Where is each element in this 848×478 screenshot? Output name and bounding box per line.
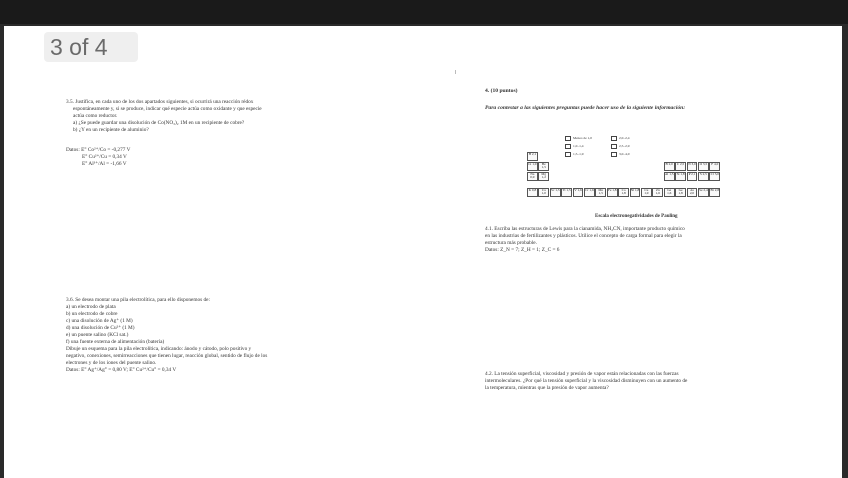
viewer-top-bar <box>0 0 848 24</box>
text-line: Dibuje un esquema para la pila electrolítica, indicando: ánodo y cátodo, polo positivo y <box>66 346 252 352</box>
text-line: negativo, conexiones, semirreacciones que tienen lugar, reacción global, sentido de flujo de los <box>66 353 268 359</box>
text-line: e) un puente salino (KCl sat.) <box>66 332 129 338</box>
page-center-mark <box>455 70 456 74</box>
text-line: a) ¿Se puede guardar una disolución de Co(NO₃)₂ 1M en un recipiente de cobre? <box>73 120 245 126</box>
text-line: a) un electrodo de plata <box>66 304 116 310</box>
text-line: 4.1. Escriba las estructuras de Lewis para la cianamida, NH₂CN, importante producto químico <box>485 226 685 232</box>
legend-label: 2,0–2,4 <box>619 136 630 140</box>
table-caption: Escala electronegatividades de Pauling <box>595 214 678 219</box>
text-line: c) una disolución de Ag⁺ (1 M) <box>66 318 133 324</box>
element-cell-si: Si 1,8 <box>675 172 686 181</box>
text-line: f) una fuente externa de alimentación (batería) <box>66 339 165 345</box>
element-cell-h: H 2,1 <box>527 152 538 161</box>
text-line: la temperatura, mientras que la presión de vapor aumenta? <box>485 385 609 391</box>
data-line: Datos: E° Co²⁺/Co = -0,277 V <box>66 147 131 153</box>
element-cell-n: N 3,0 <box>687 162 698 171</box>
text-line: 3.5. Justifica, en cada uno de los dos apartados siguientes, si ocurrirá una reacción rédox <box>66 99 254 105</box>
element-cell-f: F 4,0 <box>709 162 720 171</box>
element-cell-ti: Ti 1,5 <box>561 188 572 197</box>
element-cell-c: C 2,5 <box>675 162 686 171</box>
element-cell-cl: Cl 3,0 <box>709 172 720 181</box>
text-line: electrones y de los iones del puente salino. <box>66 360 157 366</box>
text-line: estructura más probable. <box>485 240 537 246</box>
legend-label: 2,5–2,9 <box>619 144 630 148</box>
page-counter: 3 of 4 <box>44 32 138 62</box>
text-line: espontáneamente y, si se produce, indicar qué especie actúa como oxidante y que especie <box>73 106 262 112</box>
element-cell-p: P 2,1 <box>687 172 698 181</box>
text-line: 4.2. La tensión superficial, viscosidad y presión de vapor están relacionadas con las fuerzas <box>485 371 679 377</box>
element-cell-s: S 2,5 <box>698 172 709 181</box>
legend-swatch <box>611 152 617 157</box>
element-cell-br: Br 2,8 <box>709 188 720 197</box>
text-line: b) ¿Y en un recipiente de aluminio? <box>73 127 149 133</box>
legend-swatch <box>611 144 617 149</box>
element-cell-cr: Cr 1,6 <box>584 188 595 197</box>
element-cell-li: Li 1,0 <box>527 162 538 171</box>
element-cell-ge: Ge 1,8 <box>675 188 686 197</box>
electronegativity-table <box>527 130 725 219</box>
element-cell-na: Na 0,9 <box>527 172 538 181</box>
element-cell-co: Co 1,8 <box>618 188 629 197</box>
text-line: Datos: Z_N = 7; Z_H = 1; Z_C = 6 <box>485 247 560 253</box>
element-cell-be: Be 1,5 <box>538 162 549 171</box>
element-cell-ca: Ca 1,0 <box>538 188 549 197</box>
text-line: Datos: E° Ag⁺/Ag° = 0,80 V; E° Cu²⁺/Cu° = 0,34 V <box>66 367 177 373</box>
element-cell-fe: Fe 1,8 <box>607 188 618 197</box>
text-line: intermoleculares. ¿Por qué la tensión superficial y la viscosidad disminuyen con un aumento de <box>485 378 688 384</box>
element-cell-sc: Sc 1,3 <box>550 188 561 197</box>
element-cell-se: Se 2,4 <box>698 188 709 197</box>
text-line: b) un electrodo de cobre <box>66 311 118 317</box>
element-cell-cu: Cu 1,9 <box>641 188 652 197</box>
data-line: E° Al³⁺/Al = -1,66 V <box>82 161 127 167</box>
element-cell-k: K 0,8 <box>527 188 538 197</box>
element-cell-ga: Ga 1,6 <box>664 188 675 197</box>
legend-label: 1,5–1,9 <box>573 152 584 156</box>
legend-swatch <box>611 136 617 141</box>
element-cell-mg: Mg 1,2 <box>538 172 549 181</box>
element-cell-al: Al 1,5 <box>664 172 675 181</box>
legend-label: 1,0–1,4 <box>573 144 584 148</box>
legend-label: 3,0–4,0 <box>619 152 630 156</box>
element-cell-b: B 2,0 <box>664 162 675 171</box>
text-line: actúa como reductor. <box>73 113 118 119</box>
document-page <box>4 26 842 478</box>
text-line: en las industrias de fertilizantes y plásticos. Utilice el concepto de carga formal para elegir la <box>485 233 682 239</box>
text-line: 3.6. Se desea montar una pila electrolítica, para ello disponemos de: <box>66 297 210 303</box>
data-line: E° Cu²⁺/Cu = 0,34 V <box>82 154 127 160</box>
legend-swatch <box>565 152 571 157</box>
legend-swatch <box>565 144 571 149</box>
element-cell-as: As 2,0 <box>687 188 698 197</box>
element-cell-v: V 1,6 <box>573 188 584 197</box>
question-4-intro: Para contestar a las siguientes preguntas puede hacer uso de la siguiente información: <box>485 105 686 111</box>
question-4-title: 4. (10 puntos) <box>485 88 518 94</box>
element-cell-zn: Zn 1,6 <box>652 188 663 197</box>
element-cell-o: O 3,5 <box>698 162 709 171</box>
legend-swatch <box>565 136 571 141</box>
element-cell-mn: Mn 1,5 <box>595 188 606 197</box>
element-cell-ni: Ni 1,8 <box>630 188 641 197</box>
text-line: d) una disolución de Cu²⁺ (1 M) <box>66 325 135 331</box>
legend-label: Menos de 1,0 <box>573 136 592 140</box>
